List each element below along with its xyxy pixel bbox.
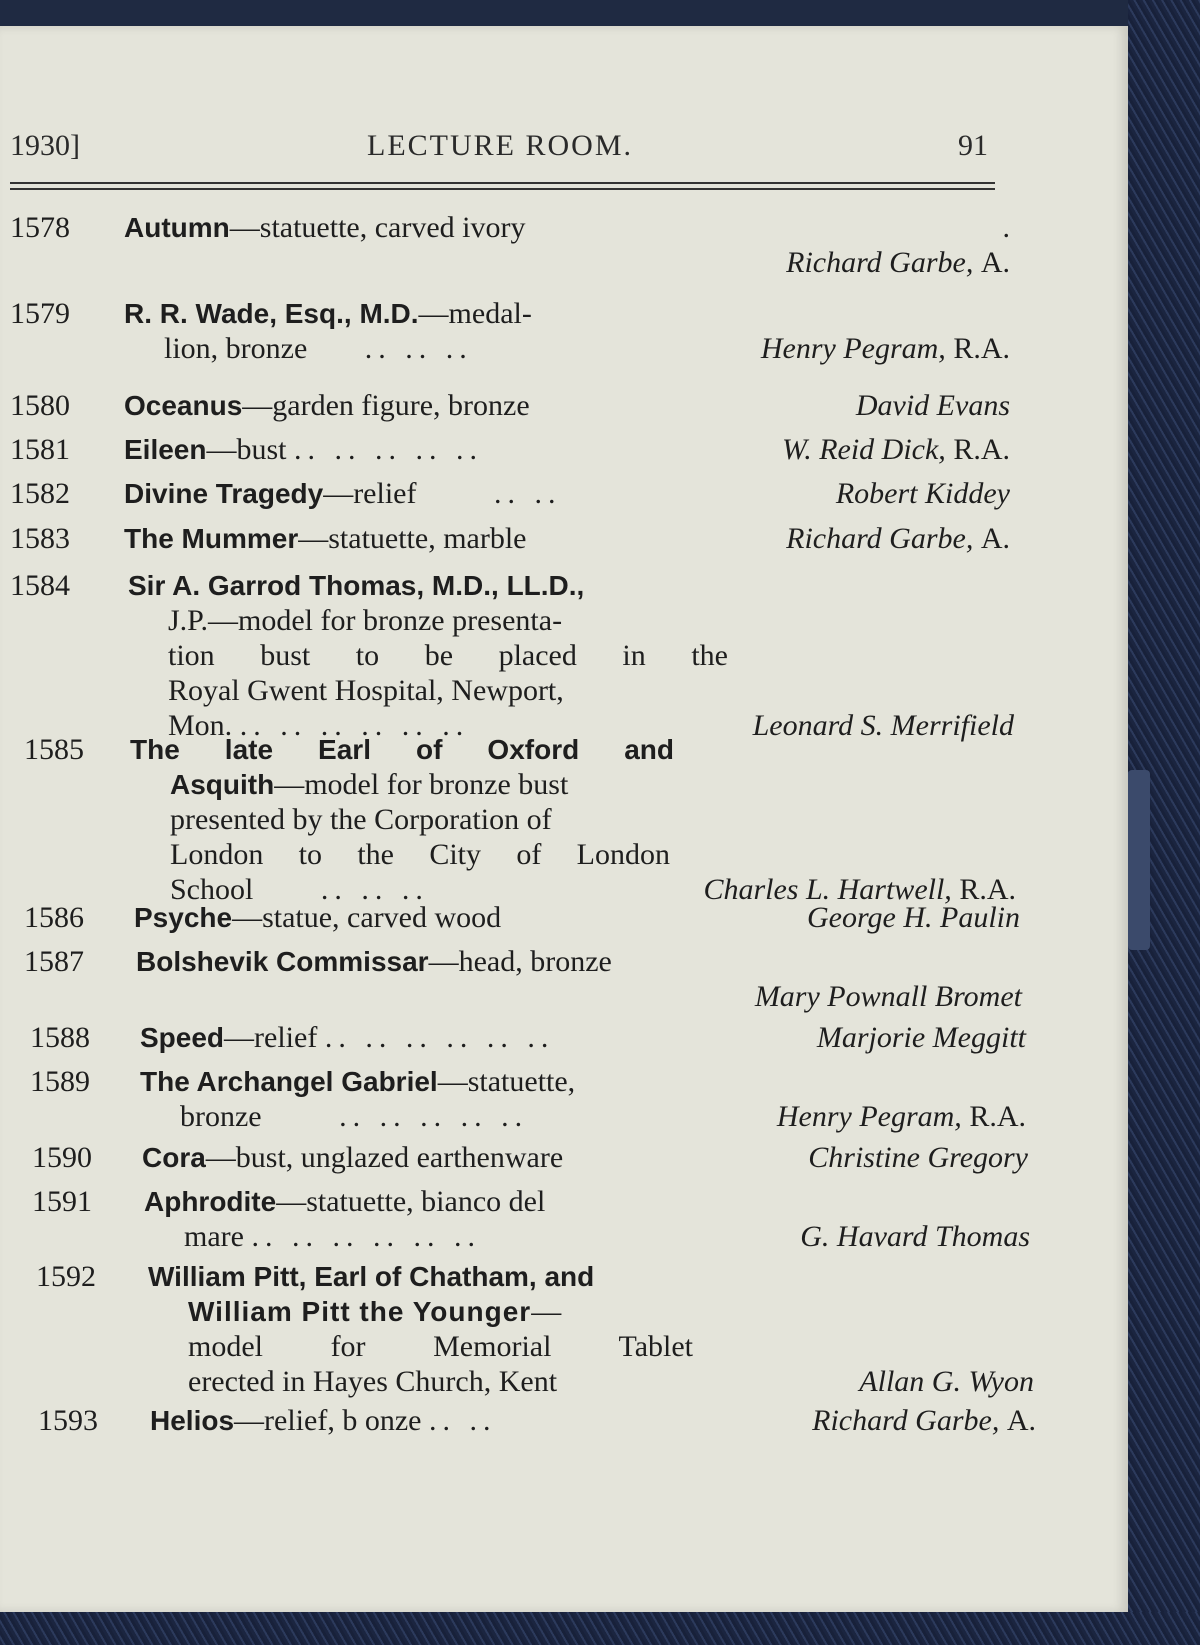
entry-number: 1585 xyxy=(24,733,84,766)
entry-description: erected in Hayes Church, Kent xyxy=(188,1365,558,1398)
entry-description: London to the City of London xyxy=(170,838,670,871)
entry-title: Oceanus xyxy=(124,390,243,421)
artist-name: Richard Garbe, A. xyxy=(786,522,1010,555)
entry-number: 1589 xyxy=(30,1065,90,1098)
artist-name: Marjorie Meggitt xyxy=(816,1021,1026,1054)
entry-title: William Pitt the Younger xyxy=(188,1296,532,1327)
leader-dots: .. .. xyxy=(493,477,562,510)
entry-number: 1582 xyxy=(10,477,70,510)
entry-title: The Mummer xyxy=(124,523,299,554)
entry-description: —statuette, carved ivory xyxy=(229,211,526,244)
leader-dots: .. .. .. .. .. xyxy=(294,433,483,466)
entry-title: Divine Tragedy xyxy=(124,478,324,509)
artist-name: Henry Pegram, R.A. xyxy=(776,1100,1026,1133)
entry-description: —statuette, marble xyxy=(298,522,527,555)
entry-description: —relief xyxy=(323,477,417,510)
entry-number: 1592 xyxy=(36,1260,96,1293)
header-rule xyxy=(10,182,995,184)
binding-cloth-bottom xyxy=(0,1612,1200,1645)
entry-title: Helios xyxy=(150,1405,235,1436)
entry-description: —relief xyxy=(224,1021,318,1054)
entry-description: School xyxy=(170,873,254,906)
entry-number: 1579 xyxy=(10,297,70,330)
leader-dots: .. .. .. .. .. .. xyxy=(239,709,470,742)
leader-dots: .. .. .. xyxy=(320,873,429,906)
running-head-year: 1930] xyxy=(10,129,80,162)
artist-name: Richard Garbe, A. xyxy=(786,246,1010,279)
bookmark-ribbon xyxy=(1128,770,1150,950)
artist-name: G. Havard Thomas xyxy=(800,1220,1030,1253)
entry-title: Sir A. Garrod Thomas, M.D., LL.D., xyxy=(128,570,585,601)
artist-name: George H. Paulin xyxy=(806,901,1020,934)
artist-name: Allan G. Wyon xyxy=(859,1365,1034,1398)
leader-dots: .. .. .. xyxy=(364,332,473,365)
entry-description: —medal- xyxy=(418,297,532,330)
leader-dots: . xyxy=(1002,211,1010,244)
entry-description: Mon. xyxy=(168,709,233,742)
entry-number: 1590 xyxy=(32,1141,92,1174)
entry-description: —bust, unglazed earthenware xyxy=(205,1141,564,1174)
entry-title: Psyche xyxy=(134,902,233,933)
artist-name: Richard Garbe, A. xyxy=(812,1404,1036,1437)
entry-title: The Archangel Gabriel xyxy=(140,1066,438,1097)
page-number: 91 xyxy=(958,129,988,162)
entry-title: Aphrodite xyxy=(144,1186,277,1217)
entry-number: 1581 xyxy=(10,433,70,466)
entry-description-cont: mare xyxy=(184,1220,244,1253)
artist-name: Charles L. Hartwell, R.A. xyxy=(703,873,1016,906)
entry-title: Bolshevik Commissar xyxy=(136,946,429,977)
header-rule xyxy=(10,188,995,190)
entry-description: —bust xyxy=(206,433,287,466)
entry-description: —garden figure, bronze xyxy=(242,389,530,422)
entry-description-cont: bronze xyxy=(180,1100,262,1133)
artist-name: Robert Kiddey xyxy=(835,477,1010,510)
leader-dots: .. .. .. .. .. .. xyxy=(251,1220,481,1253)
entry-title: Eileen xyxy=(124,434,207,465)
entry-title: Asquith xyxy=(170,769,275,800)
entry-description: J.P.—model for bronze presenta- xyxy=(168,604,563,637)
entry-description: —relief, b onze xyxy=(234,1404,422,1437)
entry-title: Autumn xyxy=(124,212,230,243)
entry-description-cont: lion, bronze xyxy=(164,332,308,365)
artist-name: Henry Pegram, R.A. xyxy=(760,332,1010,365)
entry-number: 1580 xyxy=(10,389,70,422)
artist-name: Mary Pownall Bromet xyxy=(754,980,1022,1013)
entry-description: —statue, carved wood xyxy=(232,901,502,934)
entry-title: R. R. Wade, Esq., M.D. xyxy=(124,298,419,329)
artist-name: W. Reid Dick, R.A. xyxy=(781,433,1010,466)
entry-description: tion bust to be placed in the xyxy=(168,639,728,672)
entry-description: —model for bronze bust xyxy=(274,768,569,801)
artist-name: David Evans xyxy=(855,389,1010,422)
leader-dots: .. .. xyxy=(428,1404,497,1437)
page-title: LECTURE ROOM. xyxy=(367,129,633,162)
entry-description: presented by the Corporation of xyxy=(170,803,552,836)
catalogue-page xyxy=(0,26,1128,1612)
artist-name: Leonard S. Merrifield xyxy=(752,709,1014,742)
entry-number: 1591 xyxy=(32,1185,92,1218)
entry-description: model for Memorial Tablet xyxy=(188,1330,693,1363)
entry-number: 1587 xyxy=(24,945,84,978)
artist-name: Christine Gregory xyxy=(808,1141,1028,1174)
entry-number: 1588 xyxy=(30,1021,90,1054)
entry-number: 1586 xyxy=(24,901,84,934)
entry-title: Cora xyxy=(142,1142,206,1173)
entry-description: —head, bronze xyxy=(428,945,612,978)
entry-description: — xyxy=(531,1295,562,1328)
leader-dots: .. .. .. .. .. xyxy=(339,1100,529,1133)
leader-dots: .. .. .. .. .. .. xyxy=(324,1021,555,1054)
entry-title: Speed xyxy=(140,1022,225,1053)
entry-number: 1578 xyxy=(10,211,70,244)
entry-number: 1584 xyxy=(10,569,70,602)
entry-title: William Pitt, Earl of Chatham, and xyxy=(148,1261,595,1292)
entry-title: The late Earl of Oxford and xyxy=(130,734,674,765)
entry-description: Royal Gwent Hospital, Newport, xyxy=(168,674,564,707)
entry-description: —statuette, bianco del xyxy=(276,1185,546,1218)
entry-description: —statuette, xyxy=(437,1065,576,1098)
entry-number: 1583 xyxy=(10,522,70,555)
entry-number: 1593 xyxy=(38,1404,98,1437)
